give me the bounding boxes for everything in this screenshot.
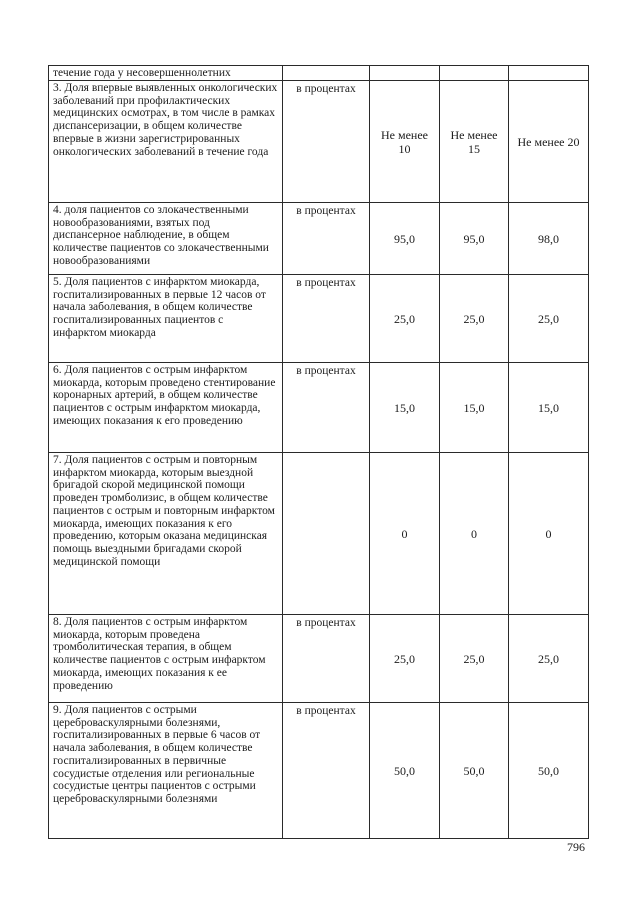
table-row bbox=[49, 275, 589, 363]
unit-cell: в процентах bbox=[283, 363, 370, 453]
indicators-table bbox=[48, 65, 589, 839]
value-cell-2020: Не менее 15 bbox=[440, 81, 509, 203]
indicator-cell: 3. Доля впервые выявленных онкологических заболеваний при профилактических медицинских осмотрах, в том числе в рамках диспансеризации, в общем количестве впервые в жизни зарегистрированных онкологических заболеваний в течение года bbox=[49, 81, 283, 203]
value-cell-2019: 95,0 bbox=[370, 203, 440, 275]
indicator-cell: 9. Доля пациентов с острыми цереброваскулярными болезнями, госпитализированных в первые 6 часов от начала заболевания, в общем количестве госпитализированных в первичные сосудистые отделения или региональные сосудистые центры пациентов с острыми цереброваскулярными болезнями bbox=[49, 703, 283, 839]
value-cell-2019 bbox=[370, 66, 440, 81]
table-row bbox=[49, 703, 589, 839]
value-cell-2021: 25,0 bbox=[509, 615, 589, 703]
unit-cell: в процентах bbox=[283, 275, 370, 363]
table-row bbox=[49, 81, 589, 203]
value-cell-2021: 15,0 bbox=[509, 363, 589, 453]
value-cell-2019: 15,0 bbox=[370, 363, 440, 453]
table-row bbox=[49, 203, 589, 275]
value-cell-2020: 50,0 bbox=[440, 703, 509, 839]
value-cell-2020 bbox=[440, 66, 509, 81]
value-cell-2020: 25,0 bbox=[440, 615, 509, 703]
unit-cell: в процентах bbox=[283, 615, 370, 703]
unit-cell bbox=[283, 453, 370, 615]
value-cell-2019: Не менее 10 bbox=[370, 81, 440, 203]
indicator-cell: 7. Доля пациентов с острым и повторным инфарктом миокарда, которым выездной бригадой скорой медицинской помощи проведен тромболизис, в общем количестве пациентов с острым и повторным инфарктом миокарда, имеющих показания к его проведению, которым оказана медицинская помощь выездными бригадами скорой медицинской помощи bbox=[49, 453, 283, 615]
indicator-cell: 8. Доля пациентов с острым инфарктом миокарда, которым проведена тромболитическая терапия, в общем количестве пациентов с острым инфарктом миокарда, имеющих показания к ее проведению bbox=[49, 615, 283, 703]
value-cell-2020: 0 bbox=[440, 453, 509, 615]
value-cell-2021: 50,0 bbox=[509, 703, 589, 839]
unit-cell: в процентах bbox=[283, 203, 370, 275]
table-row bbox=[49, 615, 589, 703]
value-cell-2019: 25,0 bbox=[370, 275, 440, 363]
indicator-cell: 6. Доля пациентов с острым инфарктом миокарда, которым проведено стентирование коронарных артерий, в общем количестве пациентов с острым инфарктом миокарда, имеющих показания к его проведению bbox=[49, 363, 283, 453]
unit-cell: в процентах bbox=[283, 703, 370, 839]
table-row bbox=[49, 453, 589, 615]
value-cell-2021: Не менее 20 bbox=[509, 81, 589, 203]
value-cell-2021: 0 bbox=[509, 453, 589, 615]
value-cell-2021 bbox=[509, 66, 589, 81]
value-cell-2019: 0 bbox=[370, 453, 440, 615]
value-cell-2019: 50,0 bbox=[370, 703, 440, 839]
indicator-cell: 5. Доля пациентов с инфарктом миокарда, госпитализированных в первые 12 часов от начала заболевания, в общем количестве госпитализированных пациентов с инфарктом миокарда bbox=[49, 275, 283, 363]
value-cell-2020: 25,0 bbox=[440, 275, 509, 363]
unit-cell bbox=[283, 66, 370, 81]
table-row bbox=[49, 363, 589, 453]
indicator-cell: течение года у несовершеннолетних bbox=[49, 66, 283, 81]
value-cell-2020: 15,0 bbox=[440, 363, 509, 453]
value-cell-2021: 98,0 bbox=[509, 203, 589, 275]
value-cell-2021: 25,0 bbox=[509, 275, 589, 363]
indicator-cell: 4. доля пациентов со злокачественными новообразованиями, взятых под диспансерное наблюдение, в общем количестве пациентов со злокачественными новообразованиями bbox=[49, 203, 283, 275]
value-cell-2019: 25,0 bbox=[370, 615, 440, 703]
page-number: 796 bbox=[567, 840, 585, 854]
value-cell-2020: 95,0 bbox=[440, 203, 509, 275]
table-row bbox=[49, 66, 589, 81]
unit-cell: в процентах bbox=[283, 81, 370, 203]
